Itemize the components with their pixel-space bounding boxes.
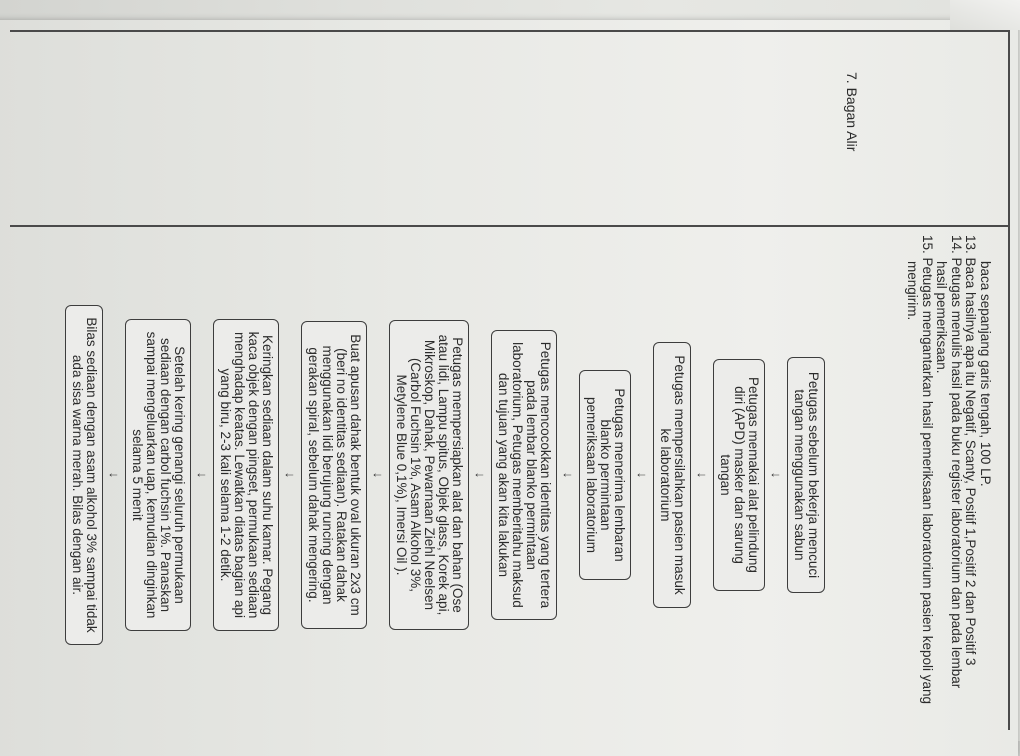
flow-arrow: ↓ [195, 471, 210, 479]
flow-arrow: ↓ [695, 471, 710, 479]
flow-arrow: ↓ [283, 471, 298, 479]
paper-corner [950, 0, 1020, 30]
step-line: 14. Petugas menulis hasil pada buku register laboratorium dan pada lembar [949, 235, 964, 689]
steps-text [905, 235, 992, 715]
rotated-page [10, 30, 1010, 730]
column-divider [10, 225, 1010, 227]
step-line: baca sepanjang garis tengah, 100 LP. [978, 261, 993, 487]
table-top-border [1009, 30, 1011, 730]
flow-box: Petugas menerima lembaran blanko permintaan pemeriksaan laboratorium [579, 370, 631, 580]
flow-box: Petugas mencocokkan identitas yang tertera pada lembar blanko permintaan laboratorium, Petugas memberitahu maksud dan tujuan yang akan kita lakukan [491, 330, 557, 620]
flow-arrow: ↓ [107, 471, 122, 479]
flow-box: Petugas mempersiapkan alat dan bahan (Ose atau lidi, Lampu spitus, Objek glass, Korek api, Mikroskop, Dahak, Pewarnaan Ziehl Neelsen (Carbol Fuchsin 1%, Asam Alkohol 3%, Metylene Blue 0,1%), Imersi Oil ). [389, 320, 469, 630]
flow-box: Bilas sediaan dengan asam alkohol 3% sampai tidak ada sisa warna merah. Bilas dengan air. [65, 305, 103, 645]
flow-arrow: ↓ [561, 471, 576, 479]
flow-box: Setelah kering genangi seluruh permukaan sediaan dengan carbol fuchsin 1%. Panaskan sampai mengeluarkan uap, kemudian dinginkan selama 5 menit [125, 319, 191, 631]
flow-box: Buat apusan dahak bentuk oval ukuran 2x3 cm (beri no identitas sediaan). Ratakan dahak menggunakan lidi berujung runcing dengan gerakan spiral, sebelum dahak mengering. [301, 321, 367, 629]
step-line: mengirim. [905, 261, 921, 321]
flow-box: Petugas memakai alat pelindung diri (APD) masker dan sarung tangan [713, 359, 765, 591]
table-left-border [10, 30, 1010, 32]
step-line: hasil pemeriksaan. [934, 261, 950, 374]
flow-box: Keringkan sediaan dalam suhu kamar. Pegang kaca objek dengan pingset, permukaan sediaan menghadap keatas. Lewatkan diatas bagian api yang biru, 2-3 kali selama 1-2 detik. [213, 319, 279, 631]
flow-arrow: ↓ [371, 471, 386, 479]
flowchart [65, 235, 825, 715]
flow-box: Petugas sebelum bekerja mencuci tangan menggunakan sabun [787, 357, 825, 593]
flow-arrow: ↓ [635, 471, 650, 479]
section-label: 7. Bagan Alir [844, 72, 860, 152]
flow-arrow: ↓ [769, 471, 784, 479]
step-line: 13. Baca hasilnya apa itu Negatif, Scanty, Positif 1,Positif 2 dan Positif 3 [963, 235, 979, 666]
flow-box: Petugas mempersilahkan pasien masuk ke laboratorium [653, 342, 691, 608]
flow-arrow: ↓ [473, 471, 488, 479]
step-line: 15. Petugas mengantarkan hasil pemeriksaan laboratorium pasien kepoli yang [920, 235, 935, 705]
